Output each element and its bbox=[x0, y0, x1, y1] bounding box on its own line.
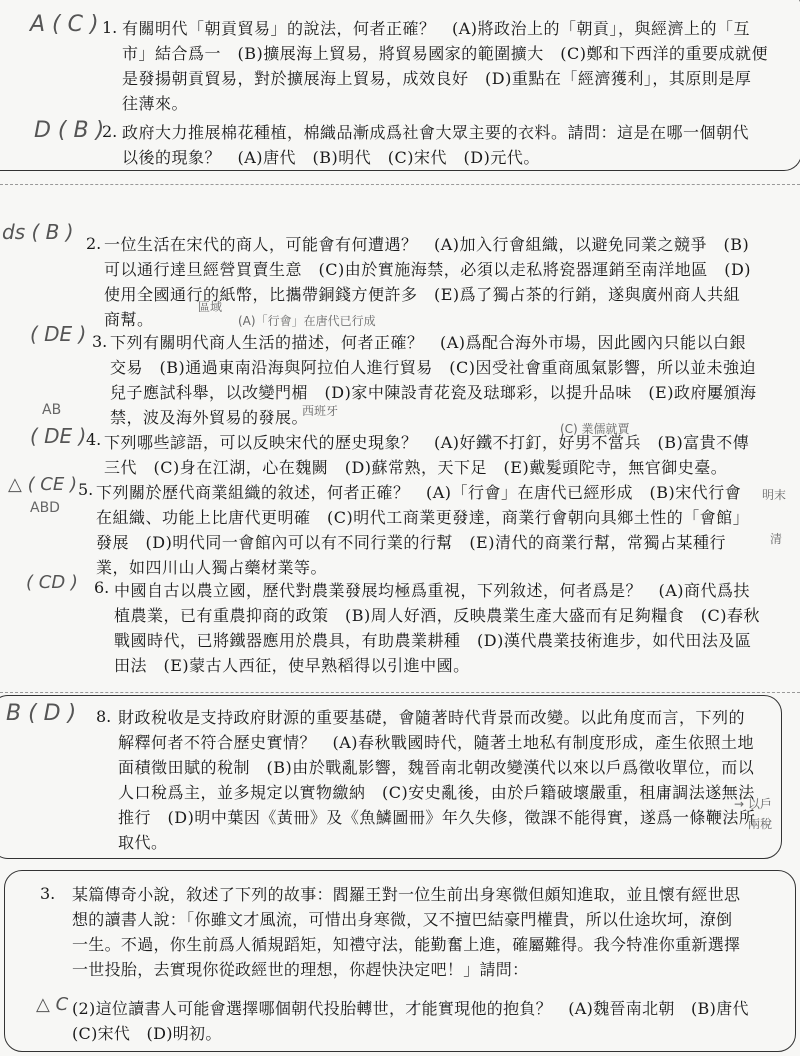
s2q6-number: 6. bbox=[94, 578, 110, 597]
s4-sub-line: (2)這位讀書人可能會選擇哪個朝代投胎轉世，才能實現他的抱負？ (A)魏晉南北朝 (B)唐代 bbox=[72, 999, 749, 1018]
q2-line: 以後的現象？ (A)唐代 (B)明代 (C)宋代 (D)元代。 bbox=[122, 148, 540, 167]
s2q5-answer-mark: △ ( CE ) bbox=[8, 474, 77, 495]
s4-passage bbox=[72, 882, 740, 982]
q1-number: 1. bbox=[102, 18, 118, 37]
question-2 bbox=[122, 120, 749, 170]
s3q8-line: 解釋何者不符合歷史實情？ (A)春秋戰國時代，隨著土地私有制度形成，產生依照土地 bbox=[118, 733, 755, 752]
q2-number: 2. bbox=[102, 122, 118, 141]
s3q8-note-two-tax: 兩稅 bbox=[748, 817, 773, 831]
s3q8-number: 8. bbox=[96, 707, 112, 726]
s4-sub-line: (C)宋代 (D)明初。 bbox=[72, 1024, 222, 1043]
s3q8-answer-mark: B ( D ) bbox=[6, 701, 77, 726]
s2q3-note-ab: AB bbox=[42, 402, 62, 418]
s2q4-line: 下列哪些諺語，可以反映宋代的歷史現象？ (A)好鐵不打釘，好男不當兵 (B)富貴不傳 bbox=[104, 433, 750, 452]
s2q6-line: 植農業，已有重農抑商的政策 (B)周人好酒，反映農業生產大盛而有足夠糧食 (C)春秋 bbox=[114, 606, 760, 625]
cut-line-1 bbox=[0, 184, 800, 185]
s2q5-note-ming-late: 明末 bbox=[762, 488, 787, 502]
s2q3-answer-mark: ( DE ) bbox=[30, 322, 87, 346]
q1-line: 市」結合爲一 (B)擴展海上貿易，將貿易國家的範圍擴大 (C)鄭和下西洋的重要成就便 bbox=[122, 44, 768, 63]
s2q3-line: 交易 (B)通過東南沿海與阿拉伯人進行貿易 (C)因受社會重商風氣影響，所以並未強迫 bbox=[110, 358, 756, 377]
s2q2-line: 使用全國通行的紙幣，比攜帶銅錢方便許多 (E)爲了獨占茶的行銷，遂與廣州商人共組 bbox=[104, 285, 741, 304]
s4-line: 一世投胎，去實現你從政經世的理想，你趕快決定吧！」請問： bbox=[72, 960, 529, 979]
s3q8-line: 推行 (D)明中葉因《黃冊》及《魚鱗圖冊》年久失修，徵課不能得實，遂爲一條鞭法所 bbox=[118, 808, 756, 827]
s2q6-line: 田法 (E)蒙古人西征，使早熟稻得以引進中國。 bbox=[114, 656, 470, 675]
s2q2-note-region: 區域 bbox=[198, 300, 223, 314]
s2q2-answer-mark: ds ( B ) bbox=[2, 220, 74, 244]
s2q6-line: 中國自古以農立國，歷代對農業發展均極爲重視，下列敘述，何者爲是？ (A)商代爲扶 bbox=[114, 581, 751, 600]
s2q5-note-abd: ABD bbox=[30, 500, 60, 516]
q1-answer-mark: A ( C ) bbox=[30, 12, 99, 37]
s2q3-number: 3. bbox=[92, 332, 108, 351]
s3q8-line: 人口稅爲主，並多規定以實物繳納 (C)安史亂後，由於戶籍破壞嚴重，租庸調法遂無法 bbox=[118, 783, 755, 802]
s2q3-note-spain: 西班牙 bbox=[302, 404, 339, 418]
s2q2-number: 2. bbox=[86, 234, 102, 253]
section-2 bbox=[0, 190, 800, 695]
s2q3-line: 兒子應試科舉，以改變門楣 (D)家中陳設青花瓷及琺瑯彩，以提升品味 (E)政府屢頒海 bbox=[110, 383, 757, 402]
s2q4-answer-mark: ( DE ) bbox=[30, 424, 87, 448]
s2q6-line: 戰國時代，已將鐵器應用於農具，有助農業耕種 (D)漢代農業技術進步，如代田法及區 bbox=[114, 631, 752, 650]
s2q5-line: 在組織、功能上比唐代更明確 (C)明代工商業更發達，商業行會朝向具鄉土性的「會館」 bbox=[96, 508, 750, 527]
s4-line: 某篇傳奇小說，敘述了下列的故事：閻羅王對一位生前出身寒微但頗知進取，並且懷有經世思 bbox=[72, 885, 741, 904]
s2q2-line: 商幫。 bbox=[104, 310, 154, 329]
s3-question-8 bbox=[118, 705, 755, 855]
s3q8-line: 取代。 bbox=[118, 833, 168, 852]
s4-number: 3. bbox=[40, 884, 56, 903]
s2q6-answer-mark: ( CD ) bbox=[26, 572, 78, 593]
s2q4-number: 4. bbox=[86, 430, 102, 449]
s2q2-line: 一位生活在宋代的商人，可能會有何遭遇？ (A)加入行會組織，以避免同業之競爭 (B) bbox=[104, 235, 750, 254]
section-3 bbox=[0, 695, 800, 865]
question-1 bbox=[122, 16, 768, 116]
s4-subquestion bbox=[72, 996, 749, 1046]
s3q8-line: 面積徵田賦的稅制 (B)由於戰亂影響，魏晉南北朝改變漢代以來以戶爲徵收單位，而以 bbox=[118, 758, 755, 777]
s2q4-line: 三代 (C)身在江湖，心在魏闕 (D)蘇常熟，天下足 (E)戴髮頭陀寺，無官御史臺。 bbox=[104, 458, 728, 477]
q1-line: 往薄來。 bbox=[122, 94, 189, 113]
section-4 bbox=[0, 870, 800, 1056]
s3q8-line: 財政稅收是支持政府財源的重要基礎，會隨著時代背景而改變。以此角度而言，下列的 bbox=[118, 708, 746, 727]
s2q2-note-guild: (A)「行會」在唐代已行成 bbox=[238, 314, 376, 328]
s2-question-4 bbox=[104, 430, 749, 480]
q2-answer-mark: D ( B ) bbox=[34, 118, 105, 143]
s2q5-note-qing: 清 bbox=[770, 532, 783, 546]
s2q5-line: 業，如四川山人獨占藥材業等。 bbox=[96, 558, 328, 577]
q1-line: 有關明代「朝貢貿易」的說法，何者正確？ (A)將政治上的「朝貢」，與經濟上的「互 bbox=[122, 19, 751, 38]
section-1 bbox=[0, 0, 800, 175]
s4-line: 想的讀書人說：「你雖文才風流，可惜出身寒微，又不擅巴結豪門權貴，所以仕途坎坷，潦倒 bbox=[72, 910, 733, 929]
s2q5-line: 發展 (D)明代同一會館內可以有不同行業的行幫 (E)清代的商業行幫，常獨占某種行 bbox=[96, 533, 726, 552]
s2-question-3 bbox=[110, 330, 756, 430]
s2-question-6 bbox=[114, 578, 760, 678]
s2q3-note-merchant: (C) 業儒就賈 bbox=[560, 422, 630, 436]
s2q5-line: 下列關於歷代商業組織的敘述，何者正確？ (A)「行會」在唐代已經形成 (B)宋代行會 bbox=[96, 483, 742, 502]
s4-line: 一生。不過，你生前爲人循規蹈矩，知禮守法，能勤奮上進，確屬難得。我今特准你重新選擇 bbox=[72, 935, 741, 954]
q1-line: 是發揚朝貢貿易，對於擴展海上貿易，成效良好 (D)重點在「經濟獲利」，其原則是厚 bbox=[122, 69, 752, 88]
s2-question-5 bbox=[96, 480, 749, 580]
s2q3-line: 禁，波及海外貿易的發展。 bbox=[110, 408, 309, 427]
s2q5-number: 5. bbox=[78, 480, 94, 499]
s3q8-note-household: → 以戶 bbox=[734, 797, 772, 811]
s2q2-line: 可以通行達旦經營買賣生意 (C)由於實施海禁，必須以走私將瓷器運銷至南洋地區 (D) bbox=[104, 260, 752, 279]
s2-question-2 bbox=[104, 232, 751, 332]
q2-line: 政府大力推展棉花種植，棉織品漸成爲社會大眾主要的衣料。請問：這是在哪一個朝代 bbox=[122, 123, 750, 142]
s4-sub-answer-mark: △ C bbox=[36, 994, 69, 1015]
cut-line-2 bbox=[0, 692, 800, 693]
s2q3-line: 下列有關明代商人生活的描述，何者正確？ (A)爲配合海外市場，因此國內只能以白銀 bbox=[110, 333, 747, 352]
